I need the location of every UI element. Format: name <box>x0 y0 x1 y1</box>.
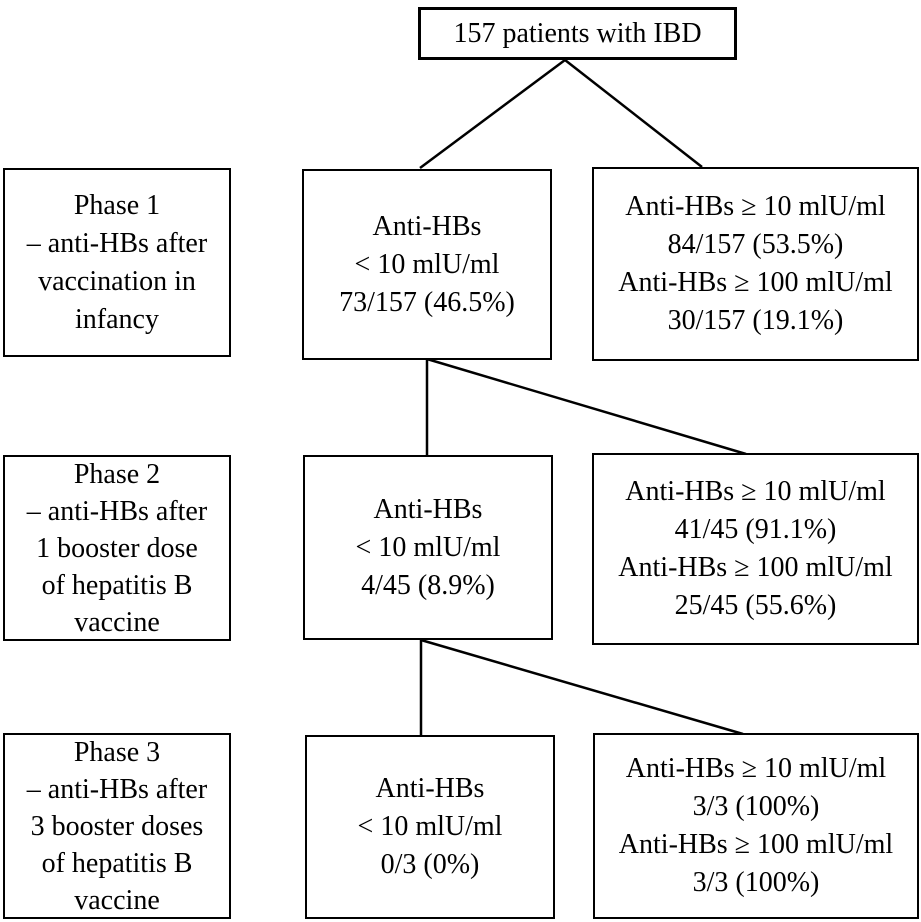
phase3-high-line: Anti-HBs ≥ 100 mlU/ml <box>618 829 894 860</box>
node-phase1-low-titer <box>302 169 552 360</box>
phase2-high-line: Anti-HBs ≥ 10 mlU/ml <box>625 476 886 507</box>
phase1-line: – anti-HBs after <box>26 227 208 259</box>
phase3-line: Phase 3 <box>73 736 161 768</box>
phase2-line: 1 booster dose <box>36 532 198 564</box>
phase3-high-line: 3/3 (100%) <box>692 791 820 822</box>
node-phase2-high-titer <box>592 453 919 645</box>
phase3-line: vaccine <box>74 884 160 916</box>
phase1-low-line: < 10 mlU/ml <box>354 248 500 280</box>
phase2-high-line: Anti-HBs ≥ 100 mlU/ml <box>618 552 893 583</box>
phase3-low-line: 0/3 (0%) <box>380 849 480 880</box>
phase2-line: – anti-HBs after <box>26 495 208 527</box>
phase3-low-line: Anti-HBs <box>375 773 485 804</box>
phase2-high-line: 25/45 (55.6%) <box>674 590 837 621</box>
connector-low1-to-high2 <box>427 359 746 454</box>
phase1-high-line: Anti-HBs ≥ 10 mlU/ml <box>625 191 886 222</box>
phase1-high-line: 84/157 (53.5%) <box>667 229 844 260</box>
node-phase1-label <box>3 168 231 357</box>
node-total-patients <box>418 7 737 60</box>
connector-root-to-high1 <box>565 60 702 167</box>
phase2-low-line: 4/45 (8.9%) <box>361 569 495 601</box>
phase2-low-line: Anti-HBs <box>373 493 483 525</box>
node-phase1-high-titer <box>592 167 919 361</box>
phase1-low-line: Anti-HBs <box>372 210 482 242</box>
phase1-low-line: 73/157 (46.5%) <box>339 286 515 318</box>
phase3-line: – anti-HBs after <box>26 773 208 805</box>
phase1-high-line: Anti-HBs ≥ 100 mlU/ml <box>618 267 893 298</box>
phase3-high-line: 3/3 (100%) <box>692 867 820 898</box>
node-phase2-label <box>3 455 231 641</box>
phase2-line: Phase 2 <box>73 458 161 490</box>
phase2-line: of hepatitis B <box>41 569 193 601</box>
node-phase3-low-titer <box>305 735 555 919</box>
phase1-line: vaccination in <box>38 265 196 297</box>
phase1-line: Phase 1 <box>73 189 161 221</box>
phase3-high-line: Anti-HBs ≥ 10 mlU/ml <box>625 753 887 784</box>
node-phase3-label <box>3 733 231 919</box>
phase1-line: infancy <box>75 303 159 335</box>
phase3-line: 3 booster doses <box>30 810 204 842</box>
phase2-low-line: < 10 mlU/ml <box>355 531 501 563</box>
node-phase2-low-titer <box>303 455 553 640</box>
connector-root-to-low1 <box>420 60 565 168</box>
phase3-line: of hepatitis B <box>41 847 193 879</box>
phase3-low-line: < 10 mlU/ml <box>357 811 503 842</box>
total-patients-label: 157 patients with IBD <box>453 17 702 49</box>
node-phase3-high-titer <box>593 733 919 919</box>
phase1-high-line: 30/157 (19.1%) <box>667 305 844 336</box>
phase2-high-line: 41/45 (91.1%) <box>674 514 837 545</box>
connector-low2-to-high3 <box>421 640 743 734</box>
phase2-line: vaccine <box>74 606 160 638</box>
